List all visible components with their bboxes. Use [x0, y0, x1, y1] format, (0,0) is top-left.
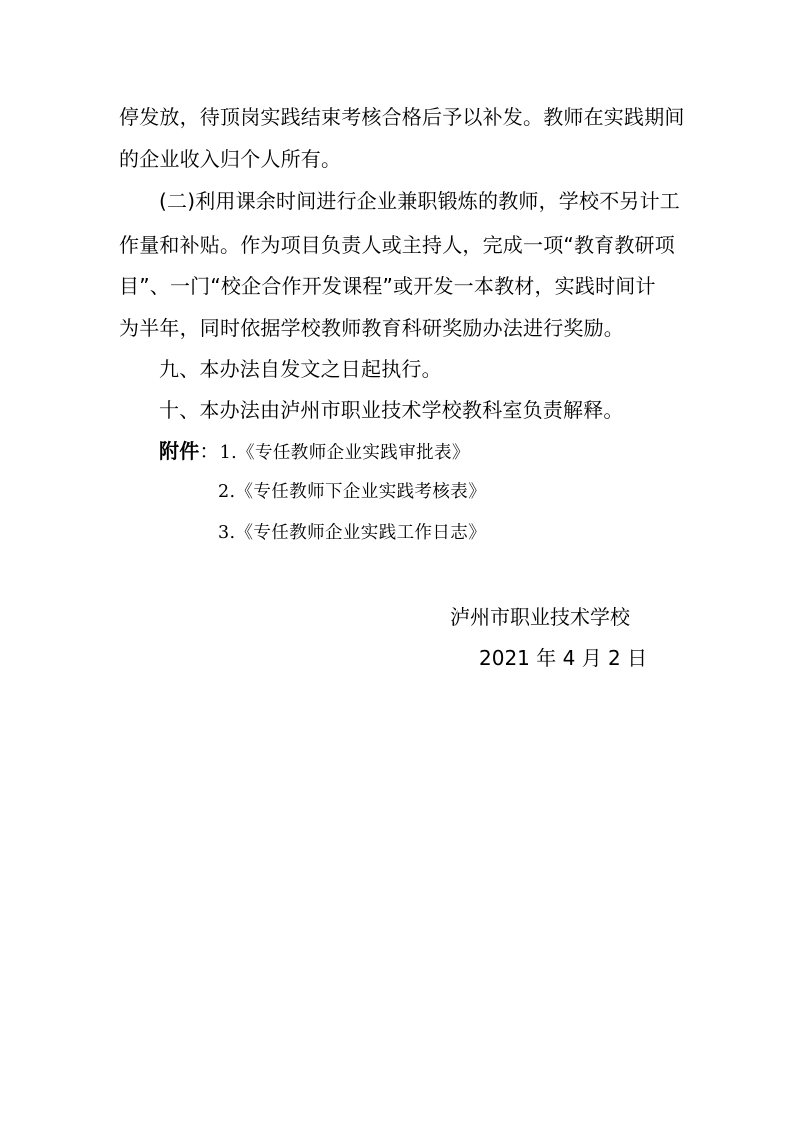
- attachments-label: 附件: [159, 439, 200, 463]
- article-ten: 十、本办法由泸州市职业技术学校教科室负责解释。: [159, 398, 624, 422]
- signature-organization: 泸州市职业技术学校: [450, 605, 630, 629]
- paragraph-continued-line-1: 停发放，待顶岗实践结束考核合格后予以补发。教师在实践期间: [119, 105, 685, 129]
- paragraph-two-line-3: 目”、一门“校企合作开发课程”或开发一本教材，实践时间计: [119, 274, 656, 298]
- signature-date: 2021 年 4 月 2 日: [479, 646, 648, 670]
- paragraph-two-line-4: 为半年，同时依据学校教师教育科研奖励办法进行奖励。: [119, 316, 624, 340]
- paragraph-continued-line-2: 的企业收入归个人所有。: [119, 147, 342, 171]
- attachment-item-2: 2.《专任教师下企业实践考核表》: [218, 482, 487, 502]
- article-nine: 九、本办法自发文之日起执行。: [159, 357, 442, 381]
- attachments-colon: ：: [199, 439, 220, 463]
- paragraph-two-line-1: (二)利用课余时间进行企业兼职锻炼的教师，学校不另计工: [159, 189, 681, 213]
- attachment-item-1: 1.《专任教师企业实践审批表》: [219, 443, 470, 463]
- attachment-item-3: 3.《专任教师企业实践工作日志》: [218, 523, 487, 543]
- attachments-first-line: [159, 431, 470, 473]
- paragraph-two-line-2: 作量和补贴。作为项目负责人或主持人，完成一项“教育教研项: [119, 233, 675, 257]
